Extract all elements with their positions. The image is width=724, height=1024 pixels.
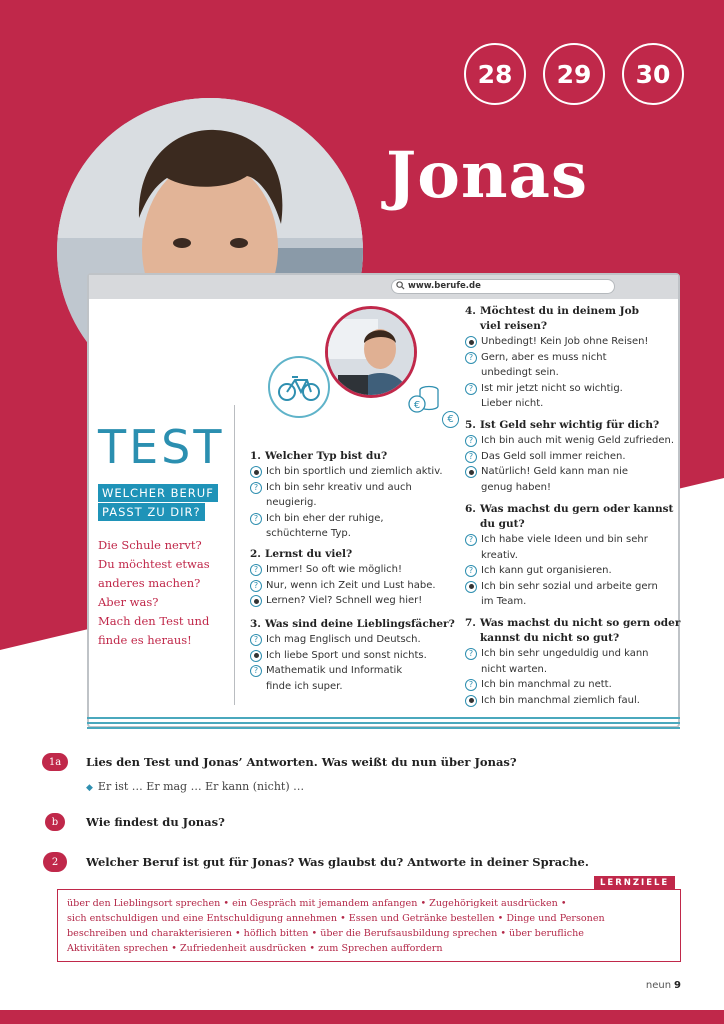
- answer-option[interactable]: [465, 563, 673, 579]
- question-number: 2.: [250, 548, 261, 560]
- answer-text: Ich kann gut organisieren.: [481, 565, 612, 576]
- task-1a-badge: 1a: [42, 753, 68, 771]
- answer-option[interactable]: [250, 578, 436, 594]
- answer-option[interactable]: [465, 677, 680, 693]
- question-mark-icon[interactable]: ?: [465, 352, 477, 364]
- lernziele-label: LERNZIELE: [594, 876, 675, 890]
- answer-option[interactable]: [250, 511, 443, 542]
- answer-text: Ich habe viele Ideen und bin sehr: [481, 534, 648, 545]
- intro-line: Aber was?: [98, 595, 159, 609]
- svg-text:€: €: [413, 400, 421, 411]
- question-5: [465, 418, 674, 495]
- answer-text: Ich bin sportlich und ziemlich aktiv.: [266, 466, 443, 477]
- question-4: [465, 304, 648, 412]
- question-title: [465, 418, 674, 433]
- selected-radio-icon[interactable]: [465, 581, 477, 593]
- question-title-text: Ist Geld sehr wichtig für dich?: [480, 419, 660, 431]
- selected-radio-icon[interactable]: [250, 595, 262, 607]
- intro-line: Die Schule nervt?: [98, 538, 202, 552]
- question-title-text: Was sind deine Lieblingsfächer?: [265, 618, 455, 630]
- question-2: [250, 547, 436, 609]
- question-mark-icon[interactable]: ?: [250, 513, 262, 525]
- answer-option[interactable]: [250, 648, 455, 664]
- selected-radio-icon[interactable]: [465, 466, 477, 478]
- test-intro: [98, 536, 233, 650]
- task-1a-text: Lies den Test und Jonas’ Antworten. Was weißt du nun über Jonas?: [86, 755, 517, 769]
- question-mark-icon[interactable]: ?: [465, 679, 477, 691]
- panel-stripe: [87, 717, 680, 719]
- answer-option[interactable]: [465, 693, 680, 709]
- answer-text: kreativ.: [481, 549, 518, 561]
- task-1b-text: Wie findest du Jonas?: [86, 815, 225, 829]
- answer-text: Ich bin auch mit wenig Geld zufrieden.: [481, 435, 675, 446]
- page-number-word: neun: [645, 980, 672, 991]
- panel-stripe: [87, 727, 680, 729]
- hint-text: Er ist … Er mag … Er kann (nicht) …: [97, 780, 305, 793]
- answer-option[interactable]: [465, 464, 674, 495]
- url-text: www.berufe.de: [408, 281, 481, 291]
- column-divider: [234, 405, 235, 705]
- test-tag-line1: WELCHER BERUF: [98, 484, 218, 502]
- answer-text: schüchterne Typ.: [266, 528, 351, 539]
- question-title-text: viel reisen?: [480, 320, 547, 332]
- answer-text: genug haben!: [481, 481, 552, 493]
- answer-option[interactable]: [250, 632, 455, 648]
- question-mark-icon[interactable]: ?: [465, 451, 477, 463]
- lernziele-line: beschreiben und charakterisieren • höflich bitten • über die Berufsausbildung sprechen • über berufliche: [67, 928, 584, 939]
- search-icon: [396, 281, 405, 295]
- question-mark-icon[interactable]: ?: [465, 383, 477, 395]
- answer-text: Nur, wenn ich Zeit und Lust habe.: [266, 579, 436, 591]
- answer-text: neugierig.: [266, 497, 317, 508]
- answer-text: Ich bin manchmal zu nett.: [481, 679, 612, 690]
- question-title: [250, 547, 436, 562]
- question-6: [465, 502, 673, 610]
- question-number: 1.: [250, 450, 261, 462]
- answer-text: Ich bin manchmal ziemlich faul.: [481, 694, 640, 706]
- answer-text: Ist mir jetzt nicht so wichtig.: [481, 382, 623, 394]
- question-title-text: kannst du nicht so gut?: [480, 632, 620, 644]
- answer-text: nicht warten.: [481, 663, 548, 675]
- answer-text: Ich liebe Sport und sonst nichts.: [266, 649, 427, 661]
- answer-text: Ich mag Englisch und Deutsch.: [266, 634, 421, 645]
- lernziele-line: Aktivitäten sprechen • Zufriedenheit ausdrücken • zum Sprechen auffordern: [67, 943, 443, 954]
- page-title: Jonas: [386, 138, 588, 213]
- question-number: 3.: [250, 618, 261, 630]
- answer-option[interactable]: [465, 579, 673, 610]
- bicycle-icon: [268, 356, 330, 418]
- answer-text: im Team.: [481, 596, 527, 607]
- question-mark-icon[interactable]: ?: [250, 482, 262, 494]
- chapter-29-badge: 29: [543, 43, 605, 105]
- question-title-text: Lernst du viel?: [265, 548, 353, 560]
- question-mark-icon[interactable]: ?: [250, 665, 262, 677]
- footer-bar: [0, 1010, 724, 1024]
- question-title-text: Welcher Typ bist du?: [265, 450, 388, 462]
- question-number: 4.: [465, 305, 476, 317]
- answer-text: Mathematik und Informatik: [266, 665, 403, 676]
- page-number: [646, 980, 681, 991]
- question-number: 7.: [465, 617, 476, 629]
- answer-text: Ich bin sehr kreativ und auch: [266, 481, 412, 493]
- question-title: [465, 304, 648, 334]
- selected-radio-icon[interactable]: [465, 695, 477, 707]
- lernziele-line: über den Lieblingsort sprechen • ein Gespräch mit jemandem anfangen • Zugehörigkeit ausdrücken •: [67, 898, 567, 909]
- question-title-text: Was machst du nicht so gern oder: [480, 617, 681, 629]
- question-title-text: du gut?: [480, 518, 525, 530]
- question-mark-icon[interactable]: ?: [465, 435, 477, 447]
- diamond-icon: ◆: [86, 783, 93, 793]
- answer-text: Immer! So oft wie möglich!: [266, 564, 402, 575]
- coins-icon: [408, 384, 440, 414]
- answer-text: Ich bin sehr ungeduldig und kann: [481, 648, 649, 659]
- question-title-text: Möchtest du in deinem Job: [480, 305, 639, 317]
- answer-option[interactable]: [465, 433, 674, 449]
- question-3: [250, 617, 455, 694]
- laptop-photo: [325, 306, 417, 398]
- intro-line: Du möchtest etwas: [98, 557, 210, 571]
- lernziele-line: sich entschuldigen und eine Entschuldigung annehmen • Essen und Getränke bestellen • Dinge und Personen: [67, 913, 605, 924]
- answer-text: Unbedingt! Kein Job ohne Reisen!: [481, 336, 649, 347]
- question-7: [465, 616, 680, 708]
- answer-option[interactable]: [250, 464, 443, 480]
- chapter-28-badge: 28: [464, 43, 526, 105]
- answer-option[interactable]: [250, 663, 455, 694]
- page-number-digit: 9: [674, 980, 681, 991]
- intro-line: anderes machen?: [98, 576, 201, 590]
- task-2-text: Welcher Beruf ist gut für Jonas? Was glaubst du? Antworte in deiner Sprache.: [86, 855, 589, 869]
- question-mark-icon[interactable]: ?: [465, 648, 477, 660]
- answer-text: Lernen? Viel? Schnell weg hier!: [266, 595, 423, 606]
- question-mark-icon[interactable]: ?: [465, 534, 477, 546]
- test-heading: TEST: [98, 420, 225, 474]
- question-title: [465, 616, 680, 646]
- question-title: [250, 449, 443, 464]
- answer-option[interactable]: [250, 562, 436, 578]
- answer-text: Ich bin sehr sozial und arbeite gern: [481, 580, 658, 592]
- answer-option[interactable]: [465, 449, 674, 465]
- question-mark-icon[interactable]: ?: [250, 564, 262, 576]
- answer-option[interactable]: [250, 480, 443, 511]
- url-field[interactable]: [391, 279, 615, 294]
- answer-text: Gern, aber es muss nicht: [481, 351, 607, 363]
- question-1: [250, 449, 443, 542]
- answer-option[interactable]: [465, 532, 673, 563]
- chapter-30-badge: 30: [622, 43, 684, 105]
- intro-line: Mach den Test und: [98, 614, 210, 628]
- panel-stripe: [87, 722, 680, 724]
- task-1b-badge: b: [45, 813, 65, 831]
- intro-line: finde es heraus!: [98, 633, 192, 647]
- answer-text: Das Geld soll immer reichen.: [481, 450, 626, 462]
- answer-text: finde ich super.: [266, 680, 343, 692]
- answer-text: Ich bin eher der ruhige,: [266, 512, 384, 524]
- answer-option[interactable]: [465, 350, 648, 381]
- question-title: [465, 502, 673, 532]
- answer-text: Natürlich! Geld kann man nie: [481, 466, 629, 477]
- question-mark-icon[interactable]: ?: [465, 565, 477, 577]
- answer-option[interactable]: [465, 646, 680, 677]
- selected-radio-icon[interactable]: [250, 466, 262, 478]
- answer-option[interactable]: [250, 593, 436, 609]
- answer-option[interactable]: [465, 334, 648, 350]
- selected-radio-icon[interactable]: [465, 336, 477, 348]
- question-title-text: Was machst du gern oder kannst: [480, 503, 674, 515]
- answer-text: unbedingt sein.: [481, 367, 559, 378]
- answer-option[interactable]: [465, 381, 648, 412]
- lernziele-text: [67, 896, 673, 956]
- question-number: 6.: [465, 503, 476, 515]
- question-mark-icon[interactable]: ?: [250, 580, 262, 592]
- task-1a-hint: [86, 780, 304, 793]
- euro-icon: €: [442, 411, 459, 428]
- answer-text: Lieber nicht.: [481, 398, 544, 409]
- task-2-badge: 2: [43, 852, 67, 872]
- question-number: 5.: [465, 419, 476, 431]
- question-title: [250, 617, 455, 632]
- test-tag-line2: PASST ZU DIR?: [98, 503, 205, 521]
- question-mark-icon[interactable]: ?: [250, 634, 262, 646]
- selected-radio-icon[interactable]: [250, 650, 262, 662]
